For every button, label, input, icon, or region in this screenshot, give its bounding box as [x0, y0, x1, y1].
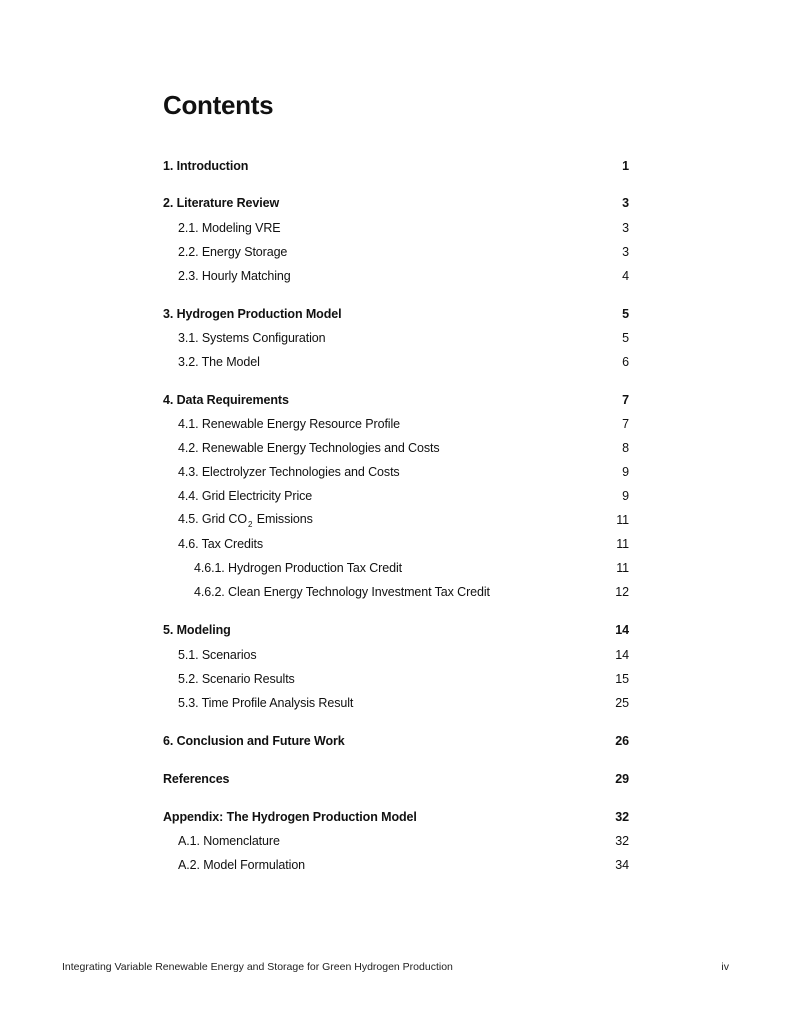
- toc-entry-hydrogen-production-model[interactable]: [163, 305, 629, 323]
- toc-page: 7: [622, 417, 629, 431]
- toc-page: 11: [616, 513, 629, 527]
- toc-page: 5: [622, 307, 629, 321]
- toc-label: 6. Conclusion and Future Work: [163, 734, 345, 748]
- toc-entry-references[interactable]: [163, 770, 629, 788]
- toc-label: A.2. Model Formulation: [178, 858, 306, 872]
- toc-page: 32: [615, 810, 629, 824]
- toc-page: 25: [615, 696, 629, 710]
- toc-page: 9: [622, 465, 629, 479]
- toc-page: 3: [622, 221, 629, 235]
- toc-entry-hourly-matching[interactable]: [163, 267, 629, 285]
- toc-page: 6: [622, 355, 629, 369]
- toc-page: 7: [622, 393, 629, 407]
- toc-entry-model-formulation[interactable]: [163, 856, 629, 874]
- toc-label: 4.2. Renewable Energy Technologies and Costs: [178, 441, 440, 455]
- toc-label: 5.3. Time Profile Analysis Result: [178, 696, 354, 710]
- toc-label: 4. Data Requirements: [163, 393, 289, 407]
- toc-page: 9: [622, 489, 629, 503]
- toc-entry-introduction[interactable]: [163, 157, 629, 175]
- toc-label: 4.3. Electrolyzer Technologies and Costs: [178, 465, 400, 479]
- toc-entry-nomenclature[interactable]: [163, 832, 629, 850]
- toc-page: 11: [616, 537, 629, 551]
- toc-label: 3. Hydrogen Production Model: [163, 307, 342, 321]
- toc-entry-data-requirements[interactable]: [163, 391, 629, 409]
- toc-page: 3: [622, 245, 629, 259]
- toc-entry-the-model[interactable]: [163, 353, 629, 371]
- toc-label: 2. Literature Review: [163, 196, 280, 210]
- toc-label: 5.2. Scenario Results: [178, 672, 295, 686]
- toc-entry-grid-co2-emissions[interactable]: [163, 511, 629, 529]
- toc-page: 4: [622, 269, 629, 283]
- toc-page: 12: [615, 585, 629, 599]
- toc-entry-grid-electricity-price[interactable]: [163, 487, 629, 505]
- toc-label: 2.1. Modeling VRE: [178, 221, 281, 235]
- toc-page: 11: [616, 561, 629, 575]
- toc-label: 4.6.1. Hydrogen Production Tax Credit: [194, 561, 402, 575]
- toc-label: 4.6. Tax Credits: [178, 537, 264, 551]
- toc-label: A.1. Nomenclature: [178, 834, 280, 848]
- toc-entry-modeling[interactable]: [163, 621, 629, 639]
- toc-label: Appendix: The Hydrogen Production Model: [163, 810, 417, 824]
- toc-entry-appendix[interactable]: [163, 808, 629, 826]
- toc-label: 4.5. Grid $CO_2$ Emissions: [178, 512, 313, 529]
- toc-entry-literature-review[interactable]: [163, 194, 629, 212]
- toc-label: 2.3. Hourly Matching: [178, 269, 291, 283]
- toc-label: 4.4. Grid Electricity Price: [178, 489, 313, 503]
- toc-label: References: [163, 772, 230, 786]
- toc-label: 5.1. Scenarios: [178, 648, 257, 662]
- toc-entry-modeling-vre[interactable]: [163, 219, 629, 237]
- toc-page: 29: [615, 772, 629, 786]
- toc-entry-resource-profile[interactable]: [163, 415, 629, 433]
- toc-page: 15: [615, 672, 629, 686]
- toc-page: 3: [622, 196, 629, 210]
- footer-page-number: iv: [721, 961, 729, 973]
- footer-document-title: Integrating Variable Renewable Energy and Storage for Green Hydrogen Production: [62, 961, 453, 973]
- toc-page: 8: [622, 441, 629, 455]
- toc-page: 34: [615, 858, 629, 872]
- toc-entry-tax-credits[interactable]: [163, 535, 629, 553]
- toc-page: 14: [615, 623, 629, 637]
- toc-entry-electrolyzer-costs[interactable]: [163, 463, 629, 481]
- toc-page: 26: [615, 734, 629, 748]
- toc-entry-energy-storage[interactable]: [163, 243, 629, 261]
- toc-entry-hydrogen-ptc[interactable]: [163, 559, 629, 577]
- toc-entry-time-profile-analysis[interactable]: [163, 694, 629, 712]
- toc-label: 3.1. Systems Configuration: [178, 331, 326, 345]
- toc-label: 3.2. The Model: [178, 355, 260, 369]
- toc-entry-conclusion[interactable]: [163, 732, 629, 750]
- toc-page: 14: [615, 648, 629, 662]
- toc-label: 4.1. Renewable Energy Resource Profile: [178, 417, 401, 431]
- toc-entry-scenario-results[interactable]: [163, 670, 629, 688]
- toc-page: 1: [622, 159, 629, 173]
- toc-page: 32: [615, 834, 629, 848]
- toc-page: 5: [622, 331, 629, 345]
- toc-label: 4.6.2. Clean Energy Technology Investment Tax Credit: [194, 585, 490, 599]
- toc-entry-scenarios[interactable]: [163, 646, 629, 664]
- toc-label: 2.2. Energy Storage: [178, 245, 288, 259]
- toc-label: 5. Modeling: [163, 623, 231, 637]
- page-title: Contents: [163, 90, 274, 120]
- toc-entry-re-technologies-costs[interactable]: [163, 439, 629, 457]
- toc-entry-clean-energy-itc[interactable]: [163, 583, 629, 601]
- toc-entry-systems-configuration[interactable]: [163, 329, 629, 347]
- toc-label: 1. Introduction: [163, 159, 249, 173]
